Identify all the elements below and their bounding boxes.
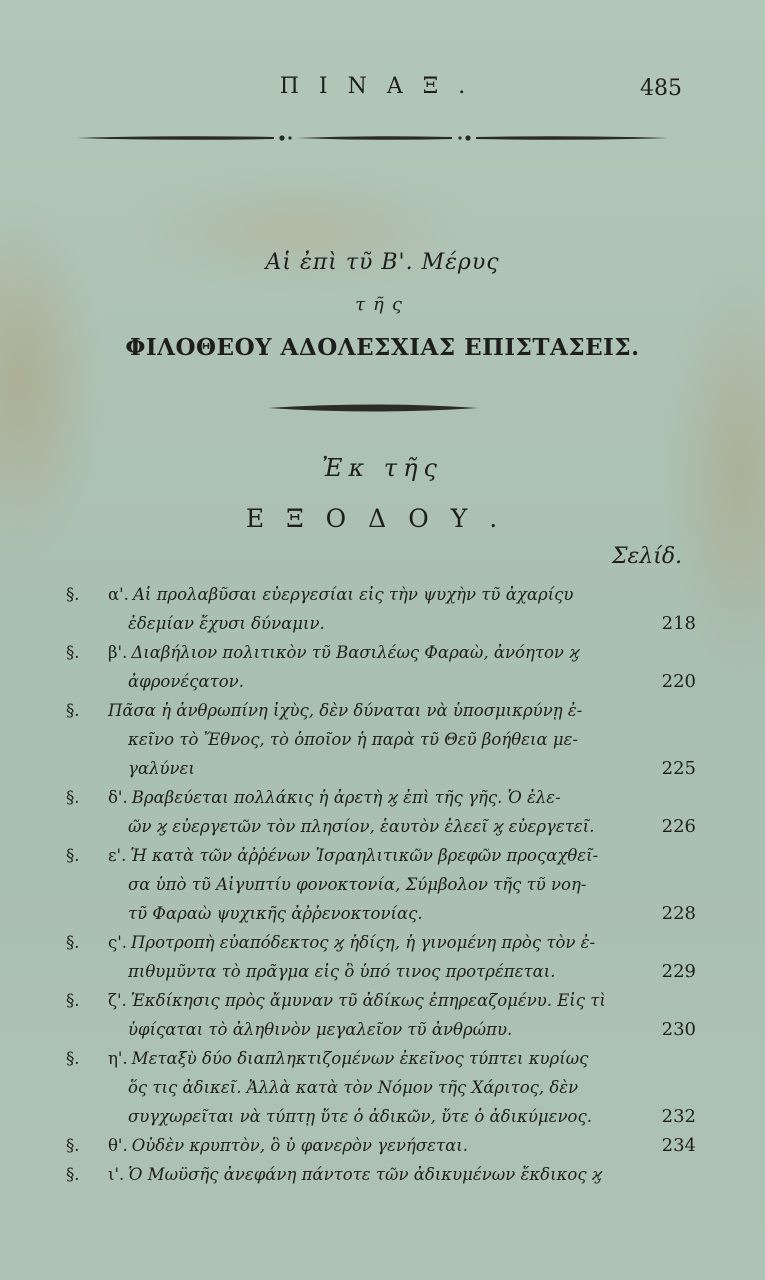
toc-entry-line [66,812,696,841]
toc-entry-page: 220 [661,671,696,692]
toc-entry-text [108,1160,646,1189]
subsection-book-title: ΕΞΟΔΟΥ. [245,504,520,533]
toc-entry-text [108,638,646,667]
toc-entry-line [66,957,696,986]
section-heading-title: ΦΙΛΟΘΕΟΥ ΑΔΟΛΕΣΧΙΑΣ ΕΠΙΣΤΑΣΕΙΣ. [125,334,640,361]
toc-entry-text-span: Ἐκδίκησις πρὸς ἄμυναν τῦ ἀδίκως ἐπηρεαζομένυ. Εἰς τὶ [130,991,606,1010]
toc-entry-line [66,580,696,609]
toc-entry-line [66,1160,696,1189]
toc-entry-line [66,754,696,783]
toc-entry [66,580,696,638]
toc-entry-text-span: Αἱ προλαβῦσαι εὐεργεσίαι εἰς τὴν ψυχὴν τῦ ἀχαρίςυ [132,585,574,604]
toc-entry-text-span: Πᾶσα ἡ ἀνθρωπίνη ἰχὺς, δὲν δύναται νὰ ὑποσμικρύνῃ ἐ- [108,701,583,720]
toc-entry-page: 232 [661,1106,696,1127]
section-ornamental-rule [266,398,480,418]
toc-entry [66,1160,696,1189]
section-mark: §. [66,1049,80,1068]
table-of-contents [66,580,696,1189]
toc-entry-text-span: Ὁ Μωϋσῆς ἀνεφάνη πάντοτε τῶν ἀδικυμένων ἔκδικος ϗ [128,1165,603,1184]
toc-entry-number: δ'. [108,788,128,807]
toc-entry-text [108,783,646,812]
toc-entry-page: 228 [661,903,696,924]
toc-entry-page: 234 [661,1135,696,1156]
toc-entry-page: 230 [661,1019,696,1040]
toc-entry-line [66,986,696,1015]
toc-entry-number: β'. [108,643,128,662]
toc-entry-line [66,841,696,870]
toc-entry-number: η'. [108,1049,128,1068]
toc-entry-page: 229 [661,961,696,982]
toc-entry-page: 226 [661,816,696,837]
toc-entry [66,928,696,986]
toc-entry-text [108,928,646,957]
toc-entry-line [66,899,696,928]
toc-entry-text: ὑφίςαται τὸ ἀληθινὸν μεγαλεῖον τῦ ἀνθρώπυ. [128,1020,513,1039]
pages-column-label: Σελίδ. [612,544,683,569]
section-mark: §. [66,701,80,720]
section-mark: §. [66,788,80,807]
toc-entry [66,986,696,1044]
toc-entry [66,696,696,783]
toc-entry-text-span: Οὐδὲν κρυπτὸν, ὃ ὐ φανερὸν γενήσεται. [131,1136,468,1155]
toc-entry-text: κεῖνο τὸ Ἔθνος, τὸ ὁποῖον ἡ παρὰ τῦ Θεῦ βοήθεια με- [128,730,579,749]
section-mark: §. [66,933,80,952]
toc-entry-text: συγχωρεῖται νὰ τύπτῃ ὔτε ὁ ἀδικῶν, ὔτε ὁ ἀδικύμενος. [128,1107,592,1126]
toc-entry-text [108,696,646,725]
toc-entry-page: 218 [661,613,696,634]
toc-entry-number: θ'. [108,1136,128,1155]
toc-entry-line [66,1044,696,1073]
toc-entry-text [108,986,646,1015]
toc-entry-text: τῦ Φαραὼ ψυχικῆς ἀῤῥενοκτονίας. [128,904,423,923]
page-header-title: ΠΙΝΑΞ. [279,74,486,99]
header-ornamental-rule [74,126,670,150]
toc-entry-line [66,870,696,899]
section-mark: §. [66,643,80,662]
toc-entry-text: ἀφρονέςατον. [128,672,244,691]
section-mark: §. [66,846,80,865]
toc-entry-text: γαλύνει [128,759,195,778]
toc-entry-text: ὅς τις ἀδικεῖ. Ἀλλὰ κατὰ τὸν Νόμον τῆς Χάριτος, δὲν [128,1078,579,1097]
page-number: 485 [640,76,682,101]
toc-entry-line [66,609,696,638]
toc-entry-line [66,638,696,667]
section-heading-line1: Αἱ ἐπὶ τῦ Β'. Μέρυς [265,250,500,275]
section-mark: §. [66,991,80,1010]
toc-entry-page: 225 [661,758,696,779]
toc-entry-number: ζ'. [108,991,127,1010]
toc-entry-text-span: Βραβεύεται πολλάκις ἡ ἀρετὴ ϗ ἐπὶ τῆς γῆς. Ὁ ἐλε- [131,788,561,807]
subsection-from-label: Ἐκ τῆς [322,454,443,482]
toc-entry-line [66,1131,696,1160]
toc-entry-number: ς'. [108,933,128,952]
toc-entry-text-span: Προτροπὴ εὐαπόδεκτος ϗ ἡδίςη, ἡ γινομένη πρὸς τὸν ἐ- [131,933,596,952]
toc-entry-number: ι'. [108,1165,125,1184]
toc-entry-text [108,841,646,870]
toc-entry-text: πιθυμῦντα τὸ πρᾶγμα εἰς ὃ ὑπό τινος προτρέπεται. [128,962,556,981]
toc-entry-text: σα ὑπὸ τῦ Αἰγυπτίυ φονοκτονία, Σύμβολον τῆς τῦ νοη- [128,875,587,894]
toc-entry-line [66,1102,696,1131]
toc-entry [66,638,696,696]
toc-entry-line [66,928,696,957]
toc-entry-text [108,1131,646,1160]
section-heading-line2: τῆς [355,294,410,315]
toc-entry-line [66,696,696,725]
toc-entry [66,841,696,928]
toc-entry-text [108,580,646,609]
toc-entry-line [66,1073,696,1102]
section-mark: §. [66,1136,80,1155]
toc-entry [66,1131,696,1160]
toc-entry-line [66,783,696,812]
toc-entry-text-span: Ἡ κατὰ τῶν ἀῤῥένων Ἰσραηλιτικῶν βρεφῶν προςαχθεῖ- [130,846,599,865]
toc-entry [66,1044,696,1131]
toc-entry-text-span: Μεταξὺ δύο διαπληκτιζομένων ἐκεῖνος τύπτει κυρίως [131,1049,589,1068]
toc-entry-text: ἐδεμίαν ἔχυσι δύναμιν. [128,614,325,633]
toc-entry-line [66,667,696,696]
toc-entry-text [108,1044,646,1073]
toc-entry-number: α'. [108,585,129,604]
toc-entry-text-span: Διαβήλιον πολιτικὸν τῦ Βασιλέως Φαραὼ, ἀνόητον ϗ [131,643,580,662]
toc-entry-text: ῶν ϗ εὐεργετῶν τὸν πλησίον, ἑαυτὸν ἐλεεῖ ϗ εὐεργετεῖ. [128,817,595,836]
toc-entry [66,783,696,841]
section-mark: §. [66,585,80,604]
toc-entry-line [66,1015,696,1044]
toc-entry-line [66,725,696,754]
section-mark: §. [66,1165,80,1184]
toc-entry-number: ε'. [108,846,127,865]
